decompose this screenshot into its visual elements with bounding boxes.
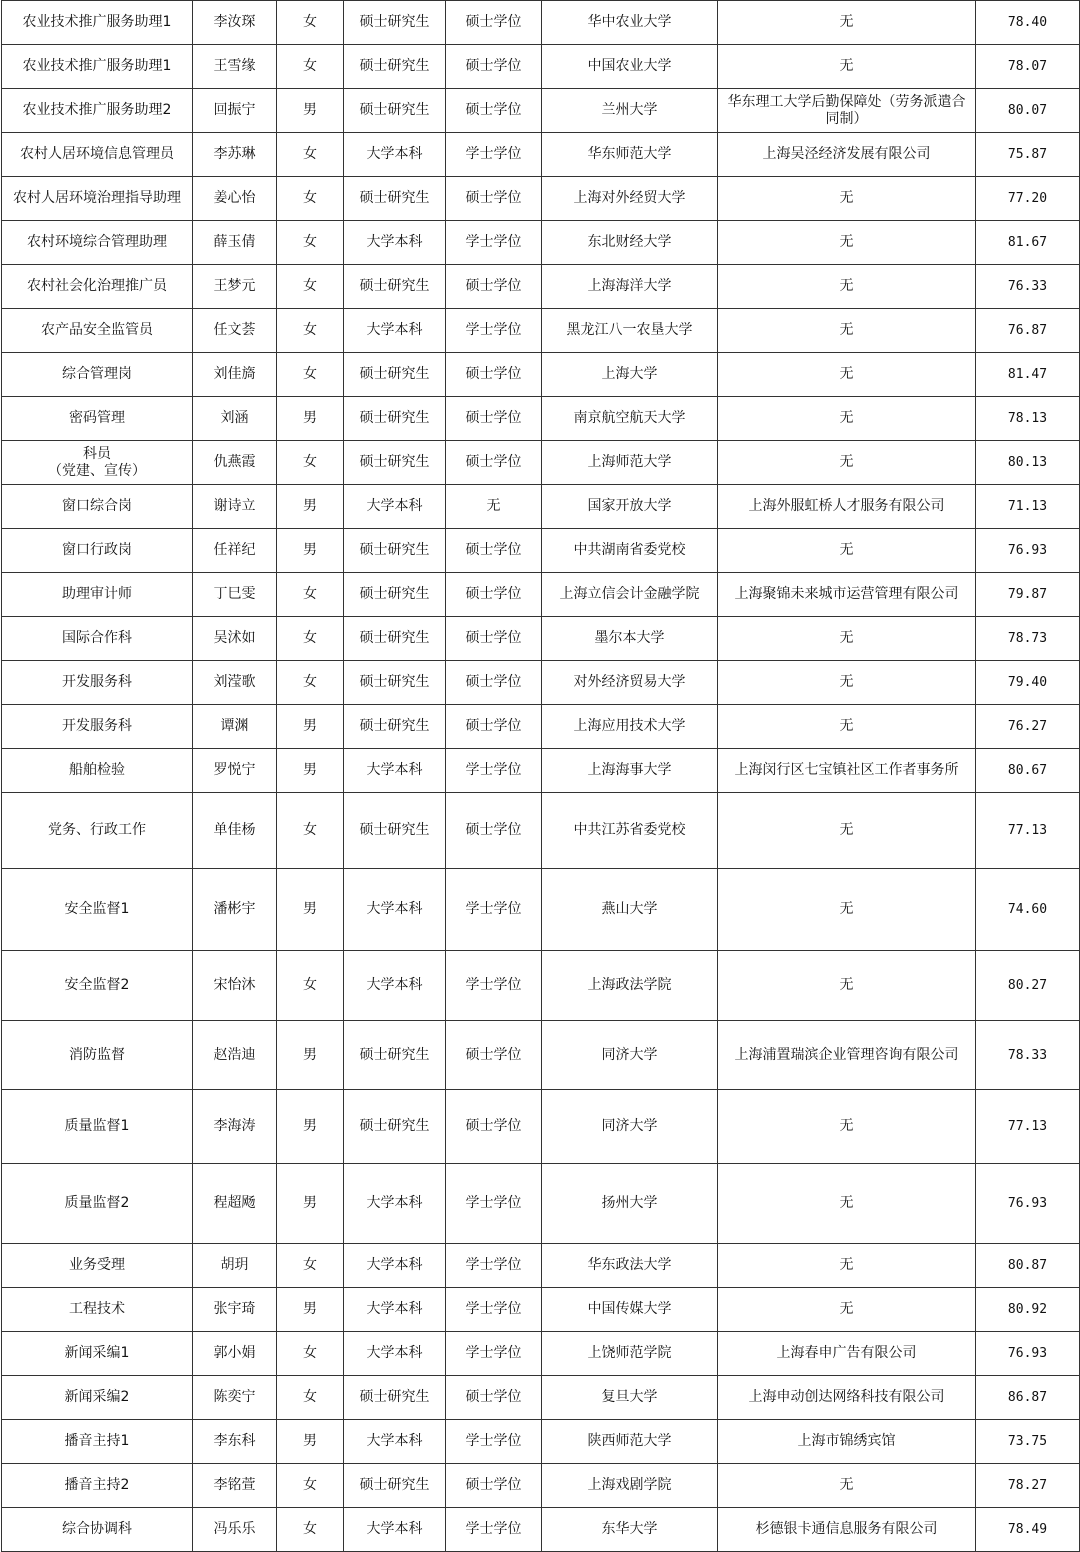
table-row: [2, 1288, 1080, 1332]
score-cell: 80.87: [976, 1244, 1080, 1288]
table-row: [2, 265, 1080, 309]
school-cell: 华东政法大学: [542, 1244, 718, 1288]
previous-employer-cell: 上海闵行区七宝镇社区工作者事务所: [718, 749, 976, 793]
education-cell: 大学本科: [344, 221, 446, 265]
table-row: [2, 133, 1080, 177]
previous-employer-cell: 上海聚锦未来城市运营管理有限公司: [718, 573, 976, 617]
score-cell: 81.67: [976, 221, 1080, 265]
education-cell: 硕士研究生: [344, 529, 446, 573]
previous-employer-cell: 无: [718, 1244, 976, 1288]
previous-employer-cell: 无: [718, 177, 976, 221]
name-cell: 丁巳雯: [193, 573, 277, 617]
gender-cell: 男: [277, 1090, 344, 1164]
school-cell: 复旦大学: [542, 1376, 718, 1420]
gender-cell: 女: [277, 265, 344, 309]
table-row: [2, 309, 1080, 353]
score-cell: 73.75: [976, 1420, 1080, 1464]
gender-cell: 女: [277, 661, 344, 705]
position-cell: 农村人居环境信息管理员: [2, 133, 193, 177]
school-cell: 对外经济贸易大学: [542, 661, 718, 705]
degree-cell: 硕士学位: [446, 353, 542, 397]
position-cell: 质量监督1: [2, 1090, 193, 1164]
table-row: [2, 1090, 1080, 1164]
previous-employer-cell: 上海春申广告有限公司: [718, 1332, 976, 1376]
education-cell: 硕士研究生: [344, 397, 446, 441]
education-cell: 硕士研究生: [344, 1464, 446, 1508]
degree-cell: 硕士学位: [446, 177, 542, 221]
previous-employer-cell: 上海外服虹桥人才服务有限公司: [718, 485, 976, 529]
education-cell: 大学本科: [344, 1420, 446, 1464]
name-cell: 冯乐乐: [193, 1508, 277, 1552]
position-cell: 安全监督2: [2, 951, 193, 1021]
degree-cell: 学士学位: [446, 1420, 542, 1464]
name-cell: 李海涛: [193, 1090, 277, 1164]
name-cell: 李汝琛: [193, 1, 277, 45]
table-row: [2, 1508, 1080, 1552]
school-cell: 上海海洋大学: [542, 265, 718, 309]
table-row: [2, 705, 1080, 749]
name-cell: 薛玉倩: [193, 221, 277, 265]
school-cell: 上海海事大学: [542, 749, 718, 793]
degree-cell: 硕士学位: [446, 661, 542, 705]
name-cell: 任文荟: [193, 309, 277, 353]
school-cell: 东北财经大学: [542, 221, 718, 265]
gender-cell: 女: [277, 573, 344, 617]
education-cell: 硕士研究生: [344, 1021, 446, 1090]
score-cell: 76.27: [976, 705, 1080, 749]
school-cell: 陕西师范大学: [542, 1420, 718, 1464]
table-row: [2, 485, 1080, 529]
degree-cell: 硕士学位: [446, 793, 542, 869]
gender-cell: 男: [277, 397, 344, 441]
gender-cell: 男: [277, 485, 344, 529]
education-cell: 硕士研究生: [344, 1376, 446, 1420]
name-cell: 程超飏: [193, 1164, 277, 1244]
name-cell: 刘佳旖: [193, 353, 277, 397]
table-row: [2, 1, 1080, 45]
name-cell: 姜心怡: [193, 177, 277, 221]
name-cell: 谢诗立: [193, 485, 277, 529]
table-row: [2, 397, 1080, 441]
degree-cell: 学士学位: [446, 309, 542, 353]
gender-cell: 男: [277, 529, 344, 573]
gender-cell: 女: [277, 309, 344, 353]
gender-cell: 男: [277, 1420, 344, 1464]
position-cell: 综合管理岗: [2, 353, 193, 397]
name-cell: 潘彬宇: [193, 869, 277, 951]
previous-employer-cell: 无: [718, 353, 976, 397]
score-cell: 76.87: [976, 309, 1080, 353]
score-cell: 76.33: [976, 265, 1080, 309]
degree-cell: 硕士学位: [446, 529, 542, 573]
gender-cell: 女: [277, 45, 344, 89]
education-cell: 硕士研究生: [344, 1, 446, 45]
degree-cell: 硕士学位: [446, 1021, 542, 1090]
education-cell: 大学本科: [344, 951, 446, 1021]
gender-cell: 女: [277, 353, 344, 397]
school-cell: 上海戏剧学院: [542, 1464, 718, 1508]
table-row: [2, 617, 1080, 661]
name-cell: 刘滢歌: [193, 661, 277, 705]
position-cell: 综合协调科: [2, 1508, 193, 1552]
school-cell: 兰州大学: [542, 89, 718, 133]
school-cell: 黑龙江八一农垦大学: [542, 309, 718, 353]
score-cell: 76.93: [976, 1332, 1080, 1376]
name-cell: 陈奕宁: [193, 1376, 277, 1420]
previous-employer-cell: 杉德银卡通信息服务有限公司: [718, 1508, 976, 1552]
gender-cell: 女: [277, 617, 344, 661]
name-cell: 郭小娟: [193, 1332, 277, 1376]
gender-cell: 男: [277, 1021, 344, 1090]
degree-cell: 学士学位: [446, 1164, 542, 1244]
position-cell: 工程技术: [2, 1288, 193, 1332]
position-cell: 国际合作科: [2, 617, 193, 661]
table-row: [2, 1464, 1080, 1508]
position-cell: 科员 （党建、宣传）: [2, 441, 193, 485]
school-cell: 中国农业大学: [542, 45, 718, 89]
name-cell: 张宇琦: [193, 1288, 277, 1332]
school-cell: 同济大学: [542, 1090, 718, 1164]
degree-cell: 硕士学位: [446, 45, 542, 89]
table-row: [2, 45, 1080, 89]
table-row: [2, 661, 1080, 705]
score-cell: 80.92: [976, 1288, 1080, 1332]
degree-cell: 硕士学位: [446, 265, 542, 309]
education-cell: 硕士研究生: [344, 661, 446, 705]
school-cell: 华东师范大学: [542, 133, 718, 177]
education-cell: 大学本科: [344, 309, 446, 353]
school-cell: 上海应用技术大学: [542, 705, 718, 749]
table-row: [2, 1332, 1080, 1376]
score-cell: 79.87: [976, 573, 1080, 617]
score-cell: 78.13: [976, 397, 1080, 441]
name-cell: 单佳杨: [193, 793, 277, 869]
candidate-table: [1, 0, 1080, 1552]
education-cell: 大学本科: [344, 133, 446, 177]
gender-cell: 女: [277, 1376, 344, 1420]
score-cell: 80.07: [976, 89, 1080, 133]
gender-cell: 男: [277, 89, 344, 133]
degree-cell: 硕士学位: [446, 1, 542, 45]
position-cell: 农村社会化治理推广员: [2, 265, 193, 309]
school-cell: 上海政法学院: [542, 951, 718, 1021]
education-cell: 硕士研究生: [344, 177, 446, 221]
previous-employer-cell: 无: [718, 951, 976, 1021]
degree-cell: 硕士学位: [446, 705, 542, 749]
education-cell: 硕士研究生: [344, 441, 446, 485]
table-row: [2, 793, 1080, 869]
name-cell: 李东科: [193, 1420, 277, 1464]
degree-cell: 学士学位: [446, 221, 542, 265]
position-cell: 消防监督: [2, 1021, 193, 1090]
degree-cell: 学士学位: [446, 951, 542, 1021]
score-cell: 80.13: [976, 441, 1080, 485]
previous-employer-cell: 无: [718, 617, 976, 661]
position-cell: 质量监督2: [2, 1164, 193, 1244]
previous-employer-cell: 上海浦置瑞滨企业管理咨询有限公司: [718, 1021, 976, 1090]
position-cell: 农村环境综合管理助理: [2, 221, 193, 265]
education-cell: 大学本科: [344, 869, 446, 951]
education-cell: 硕士研究生: [344, 573, 446, 617]
school-cell: 上海立信会计金融学院: [542, 573, 718, 617]
degree-cell: 硕士学位: [446, 1376, 542, 1420]
education-cell: 硕士研究生: [344, 793, 446, 869]
previous-employer-cell: 无: [718, 661, 976, 705]
score-cell: 75.87: [976, 133, 1080, 177]
previous-employer-cell: 无: [718, 705, 976, 749]
degree-cell: 学士学位: [446, 1508, 542, 1552]
position-cell: 党务、行政工作: [2, 793, 193, 869]
gender-cell: 女: [277, 441, 344, 485]
score-cell: 77.20: [976, 177, 1080, 221]
school-cell: 燕山大学: [542, 869, 718, 951]
previous-employer-cell: 无: [718, 529, 976, 573]
school-cell: 同济大学: [542, 1021, 718, 1090]
name-cell: 仇燕霞: [193, 441, 277, 485]
degree-cell: 学士学位: [446, 1288, 542, 1332]
gender-cell: 女: [277, 1, 344, 45]
degree-cell: 硕士学位: [446, 89, 542, 133]
education-cell: 硕士研究生: [344, 353, 446, 397]
score-cell: 78.73: [976, 617, 1080, 661]
position-cell: 密码管理: [2, 397, 193, 441]
score-cell: 78.27: [976, 1464, 1080, 1508]
table-row: [2, 89, 1080, 133]
name-cell: 吴沭如: [193, 617, 277, 661]
position-cell: 窗口行政岗: [2, 529, 193, 573]
education-cell: 大学本科: [344, 1508, 446, 1552]
name-cell: 赵浩迪: [193, 1021, 277, 1090]
previous-employer-cell: 无: [718, 265, 976, 309]
gender-cell: 男: [277, 869, 344, 951]
position-cell: 农业技术推广服务助理2: [2, 89, 193, 133]
position-cell: 安全监督1: [2, 869, 193, 951]
gender-cell: 男: [277, 749, 344, 793]
position-cell: 新闻采编2: [2, 1376, 193, 1420]
table-row: [2, 1244, 1080, 1288]
table-row: [2, 869, 1080, 951]
education-cell: 大学本科: [344, 749, 446, 793]
table-row: [2, 221, 1080, 265]
school-cell: 上海对外经贸大学: [542, 177, 718, 221]
name-cell: 李铭萱: [193, 1464, 277, 1508]
name-cell: 宋怡沐: [193, 951, 277, 1021]
position-cell: 船舶检验: [2, 749, 193, 793]
school-cell: 国家开放大学: [542, 485, 718, 529]
education-cell: 大学本科: [344, 1332, 446, 1376]
gender-cell: 男: [277, 1164, 344, 1244]
previous-employer-cell: 无: [718, 1164, 976, 1244]
previous-employer-cell: 上海市锦绣宾馆: [718, 1420, 976, 1464]
position-cell: 业务受理: [2, 1244, 193, 1288]
previous-employer-cell: 无: [718, 1, 976, 45]
degree-cell: 无: [446, 485, 542, 529]
degree-cell: 硕士学位: [446, 397, 542, 441]
school-cell: 扬州大学: [542, 1164, 718, 1244]
table-row: [2, 951, 1080, 1021]
education-cell: 硕士研究生: [344, 617, 446, 661]
gender-cell: 男: [277, 1288, 344, 1332]
position-cell: 播音主持2: [2, 1464, 193, 1508]
position-cell: 农业技术推广服务助理1: [2, 1, 193, 45]
degree-cell: 学士学位: [446, 749, 542, 793]
previous-employer-cell: 无: [718, 397, 976, 441]
gender-cell: 女: [277, 793, 344, 869]
name-cell: 李苏琳: [193, 133, 277, 177]
score-cell: 77.13: [976, 793, 1080, 869]
degree-cell: 硕士学位: [446, 573, 542, 617]
degree-cell: 学士学位: [446, 869, 542, 951]
previous-employer-cell: 无: [718, 1288, 976, 1332]
gender-cell: 女: [277, 221, 344, 265]
gender-cell: 女: [277, 1508, 344, 1552]
school-cell: 华中农业大学: [542, 1, 718, 45]
score-cell: 80.67: [976, 749, 1080, 793]
table-row: [2, 1021, 1080, 1090]
position-cell: 农村人居环境治理指导助理: [2, 177, 193, 221]
school-cell: 东华大学: [542, 1508, 718, 1552]
gender-cell: 女: [277, 133, 344, 177]
school-cell: 墨尔本大学: [542, 617, 718, 661]
table-row: [2, 1376, 1080, 1420]
score-cell: 76.93: [976, 1164, 1080, 1244]
position-cell: 窗口综合岗: [2, 485, 193, 529]
previous-employer-cell: 无: [718, 869, 976, 951]
name-cell: 王梦元: [193, 265, 277, 309]
score-cell: 78.33: [976, 1021, 1080, 1090]
previous-employer-cell: 上海吴泾经济发展有限公司: [718, 133, 976, 177]
previous-employer-cell: 无: [718, 221, 976, 265]
education-cell: 硕士研究生: [344, 89, 446, 133]
gender-cell: 女: [277, 1464, 344, 1508]
score-cell: 81.47: [976, 353, 1080, 397]
table-row: [2, 441, 1080, 485]
name-cell: 谭渊: [193, 705, 277, 749]
school-cell: 中国传媒大学: [542, 1288, 718, 1332]
table-row: [2, 177, 1080, 221]
school-cell: 上饶师范学院: [542, 1332, 718, 1376]
education-cell: 大学本科: [344, 1244, 446, 1288]
school-cell: 中共江苏省委党校: [542, 793, 718, 869]
position-cell: 助理审计师: [2, 573, 193, 617]
gender-cell: 女: [277, 951, 344, 1021]
table-row: [2, 1420, 1080, 1464]
gender-cell: 女: [277, 177, 344, 221]
degree-cell: 硕士学位: [446, 1090, 542, 1164]
position-cell: 开发服务科: [2, 661, 193, 705]
school-cell: 上海大学: [542, 353, 718, 397]
previous-employer-cell: 无: [718, 45, 976, 89]
score-cell: 78.07: [976, 45, 1080, 89]
score-cell: 77.13: [976, 1090, 1080, 1164]
name-cell: 胡玥: [193, 1244, 277, 1288]
table-row: [2, 353, 1080, 397]
position-cell: 农业技术推广服务助理1: [2, 45, 193, 89]
previous-employer-cell: 华东理工大学后勤保障处（劳务派遣合同制）: [718, 89, 976, 133]
position-cell: 播音主持1: [2, 1420, 193, 1464]
score-cell: 78.40: [976, 1, 1080, 45]
school-cell: 上海师范大学: [542, 441, 718, 485]
education-cell: 硕士研究生: [344, 705, 446, 749]
school-cell: 中共湖南省委党校: [542, 529, 718, 573]
previous-employer-cell: 无: [718, 1090, 976, 1164]
position-cell: 新闻采编1: [2, 1332, 193, 1376]
education-cell: 硕士研究生: [344, 45, 446, 89]
education-cell: 硕士研究生: [344, 1090, 446, 1164]
degree-cell: 硕士学位: [446, 441, 542, 485]
degree-cell: 学士学位: [446, 133, 542, 177]
previous-employer-cell: 无: [718, 1464, 976, 1508]
gender-cell: 女: [277, 1244, 344, 1288]
score-cell: 86.87: [976, 1376, 1080, 1420]
previous-employer-cell: 上海申动创达网络科技有限公司: [718, 1376, 976, 1420]
previous-employer-cell: 无: [718, 309, 976, 353]
name-cell: 罗悦宁: [193, 749, 277, 793]
table-row: [2, 529, 1080, 573]
table-row: [2, 749, 1080, 793]
score-cell: 76.93: [976, 529, 1080, 573]
name-cell: 任祥纪: [193, 529, 277, 573]
degree-cell: 硕士学位: [446, 617, 542, 661]
name-cell: 回振宁: [193, 89, 277, 133]
position-cell: 开发服务科: [2, 705, 193, 749]
education-cell: 大学本科: [344, 1288, 446, 1332]
score-cell: 80.27: [976, 951, 1080, 1021]
previous-employer-cell: 无: [718, 441, 976, 485]
score-cell: 74.60: [976, 869, 1080, 951]
name-cell: 刘涵: [193, 397, 277, 441]
degree-cell: 学士学位: [446, 1244, 542, 1288]
table-row: [2, 1164, 1080, 1244]
position-cell: 农产品安全监管员: [2, 309, 193, 353]
score-cell: 71.13: [976, 485, 1080, 529]
gender-cell: 男: [277, 705, 344, 749]
degree-cell: 硕士学位: [446, 1464, 542, 1508]
score-cell: 79.40: [976, 661, 1080, 705]
table-body: [2, 1, 1080, 1552]
education-cell: 大学本科: [344, 485, 446, 529]
previous-employer-cell: 无: [718, 793, 976, 869]
degree-cell: 学士学位: [446, 1332, 542, 1376]
education-cell: 大学本科: [344, 1164, 446, 1244]
education-cell: 硕士研究生: [344, 265, 446, 309]
score-cell: 78.49: [976, 1508, 1080, 1552]
gender-cell: 女: [277, 1332, 344, 1376]
name-cell: 王雪缘: [193, 45, 277, 89]
table-row: [2, 573, 1080, 617]
school-cell: 南京航空航天大学: [542, 397, 718, 441]
